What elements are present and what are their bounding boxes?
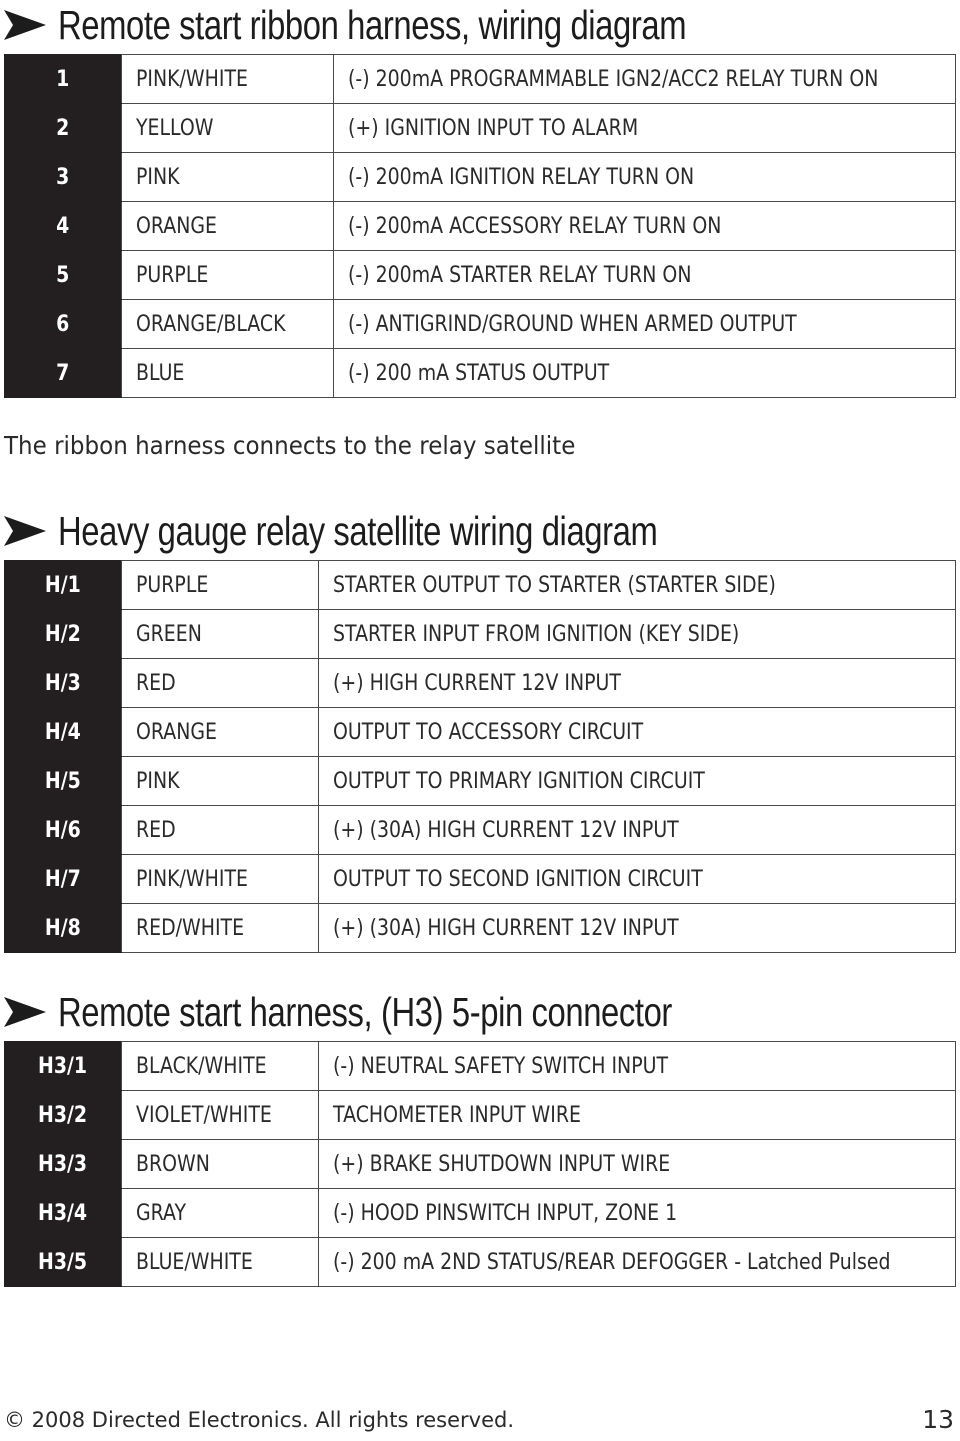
table-row	[5, 153, 956, 202]
wire-color-label: ORANGE/BLACK	[136, 311, 286, 337]
ribbon-harness-table	[4, 54, 956, 398]
pin-number-label: 3	[56, 164, 70, 190]
ribbon-harness-note: The ribbon harness connects to the relay satellite	[4, 431, 576, 460]
function-label: (-) 200 mA 2ND STATUS/REAR DEFOGGER - Latched Pulsed	[333, 1249, 891, 1275]
pin-number-label: H/8	[45, 915, 81, 941]
pin-number-cell	[5, 104, 122, 153]
function-cell	[319, 1042, 956, 1091]
pin-number-cell	[5, 708, 122, 757]
pin-number-label: H3/2	[38, 1102, 88, 1128]
section-heading-h3-connector	[4, 987, 825, 1037]
table-row	[5, 202, 956, 251]
wire-color-cell	[122, 1042, 319, 1091]
wire-color-cell	[122, 55, 334, 104]
wire-color-cell	[122, 855, 319, 904]
pin-number-cell	[5, 904, 122, 953]
function-label: (+) IGNITION INPUT TO ALARM	[348, 115, 639, 141]
pin-number-cell	[5, 1189, 122, 1238]
wire-color-cell	[122, 561, 319, 610]
pin-number-label: 1	[56, 66, 70, 92]
pin-number-label: H3/3	[38, 1151, 88, 1177]
pin-number-label: 2	[56, 115, 70, 141]
wire-color-cell	[122, 659, 319, 708]
function-label: (-) HOOD PINSWITCH INPUT, ZONE 1	[333, 1200, 678, 1226]
h3-connector-table	[4, 1041, 956, 1287]
wire-color-cell	[122, 202, 334, 251]
wire-color-cell	[122, 708, 319, 757]
pin-number-cell	[5, 610, 122, 659]
pin-number-label: H/1	[45, 572, 81, 598]
section-heading-relay-satellite	[4, 506, 807, 556]
function-label: OUTPUT TO PRIMARY IGNITION CIRCUIT	[333, 768, 705, 794]
function-cell	[334, 104, 956, 153]
relay-satellite-table	[4, 560, 956, 953]
arrow-bullet-icon	[4, 516, 46, 546]
table-row	[5, 757, 956, 806]
pin-number-label: H3/1	[38, 1053, 88, 1079]
wire-color-label: GREEN	[136, 621, 202, 647]
wire-color-cell	[122, 1140, 319, 1189]
wire-color-label: BLUE/WHITE	[136, 1249, 253, 1275]
wire-color-label: RED	[136, 817, 176, 843]
function-cell	[319, 1140, 956, 1189]
pin-number-cell	[5, 1042, 122, 1091]
pin-number-label: 4	[56, 213, 70, 239]
function-label: TACHOMETER INPUT WIRE	[333, 1102, 581, 1128]
pin-number-label: 5	[56, 262, 70, 288]
function-cell	[319, 1238, 956, 1287]
section-title: Remote start harness, (H3) 5-pin connector	[58, 988, 672, 1035]
table-row	[5, 104, 956, 153]
pin-number-label: H3/5	[38, 1249, 88, 1275]
function-label: (-) NEUTRAL SAFETY SWITCH INPUT	[333, 1053, 669, 1079]
wire-color-cell	[122, 104, 334, 153]
wire-color-cell	[122, 806, 319, 855]
table-row	[5, 55, 956, 104]
table-row	[5, 251, 956, 300]
table-row	[5, 1238, 956, 1287]
wire-color-label: ORANGE	[136, 719, 217, 745]
function-label: (+) HIGH CURRENT 12V INPUT	[333, 670, 621, 696]
arrow-bullet-icon	[4, 10, 46, 40]
function-cell	[319, 659, 956, 708]
wire-color-label: BROWN	[136, 1151, 210, 1177]
section-heading-ribbon-harness	[4, 0, 843, 50]
pin-number-cell	[5, 153, 122, 202]
function-label: (+) (30A) HIGH CURRENT 12V INPUT	[333, 817, 679, 843]
wire-color-cell	[122, 349, 334, 398]
wire-color-cell	[122, 904, 319, 953]
pin-number-label: H/4	[45, 719, 81, 745]
function-cell	[319, 1091, 956, 1140]
pin-number-label: H/2	[45, 621, 81, 647]
pin-number-cell	[5, 55, 122, 104]
pin-number-cell	[5, 1140, 122, 1189]
function-label: (-) ANTIGRIND/GROUND WHEN ARMED OUTPUT	[348, 311, 797, 337]
function-cell	[334, 153, 956, 202]
function-cell	[319, 561, 956, 610]
table-row	[5, 708, 956, 757]
pin-number-cell	[5, 300, 122, 349]
pin-number-label: 7	[56, 360, 70, 386]
pin-number-label: H/3	[45, 670, 81, 696]
pin-number-label: 6	[56, 311, 70, 337]
wire-color-label: PINK/WHITE	[136, 866, 248, 892]
pin-number-label: H3/4	[38, 1200, 88, 1226]
wire-color-label: ORANGE	[136, 213, 217, 239]
wire-color-label: PINK	[136, 768, 180, 794]
function-label: (-) 200mA IGNITION RELAY TURN ON	[348, 164, 695, 190]
wire-color-cell	[122, 1238, 319, 1287]
wire-color-label: PINK/WHITE	[136, 66, 248, 92]
section-title: Heavy gauge relay satellite wiring diagram	[58, 507, 658, 554]
pin-number-label: H/5	[45, 768, 81, 794]
section-title: Remote start ribbon harness, wiring diagram	[58, 1, 687, 48]
copyright-text: © 2008 Directed Electronics. All rights reserved.	[4, 1408, 515, 1432]
function-label: (-) 200mA ACCESSORY RELAY TURN ON	[348, 213, 722, 239]
arrow-bullet-icon	[4, 997, 46, 1027]
pin-number-cell	[5, 757, 122, 806]
wire-color-cell	[122, 300, 334, 349]
wire-color-label: RED/WHITE	[136, 915, 245, 941]
table-row	[5, 1091, 956, 1140]
pin-number-label: H/7	[45, 866, 81, 892]
pin-number-cell	[5, 1091, 122, 1140]
table-row	[5, 1189, 956, 1238]
table-row	[5, 659, 956, 708]
function-label: STARTER OUTPUT TO STARTER (STARTER SIDE)	[333, 572, 776, 598]
function-label: (+) BRAKE SHUTDOWN INPUT WIRE	[333, 1151, 671, 1177]
wire-color-cell	[122, 1091, 319, 1140]
function-cell	[334, 55, 956, 104]
function-cell	[319, 1189, 956, 1238]
pin-number-cell	[5, 806, 122, 855]
pin-number-cell	[5, 855, 122, 904]
table-row	[5, 561, 956, 610]
table-row	[5, 1140, 956, 1189]
function-cell	[319, 757, 956, 806]
function-label: (+) (30A) HIGH CURRENT 12V INPUT	[333, 915, 679, 941]
wire-color-label: RED	[136, 670, 176, 696]
table-row	[5, 610, 956, 659]
wire-color-cell	[122, 153, 334, 202]
wire-color-label: VIOLET/WHITE	[136, 1102, 272, 1128]
pin-number-cell	[5, 349, 122, 398]
wire-color-cell	[122, 251, 334, 300]
function-cell	[319, 610, 956, 659]
pin-number-cell	[5, 561, 122, 610]
function-label: (-) 200 mA STATUS OUTPUT	[348, 360, 610, 386]
function-cell	[319, 904, 956, 953]
wire-color-label: YELLOW	[136, 115, 214, 141]
pin-number-cell	[5, 659, 122, 708]
function-cell	[334, 251, 956, 300]
function-cell	[319, 806, 956, 855]
wire-color-cell	[122, 757, 319, 806]
wire-color-label: PINK	[136, 164, 180, 190]
function-cell	[319, 855, 956, 904]
function-cell	[334, 349, 956, 398]
pin-number-cell	[5, 1238, 122, 1287]
table-row	[5, 904, 956, 953]
wire-color-label: BLACK/WHITE	[136, 1053, 267, 1079]
function-label: (-) 200mA STARTER RELAY TURN ON	[348, 262, 692, 288]
wire-color-cell	[122, 610, 319, 659]
pin-number-label: H/6	[45, 817, 81, 843]
wire-color-label: GRAY	[136, 1200, 187, 1226]
function-label: STARTER INPUT FROM IGNITION (KEY SIDE)	[333, 621, 740, 647]
function-label: OUTPUT TO ACCESSORY CIRCUIT	[333, 719, 644, 745]
wire-color-label: BLUE	[136, 360, 185, 386]
function-cell	[334, 300, 956, 349]
pin-number-cell	[5, 202, 122, 251]
wire-color-label: PURPLE	[136, 572, 209, 598]
table-row	[5, 855, 956, 904]
function-label: OUTPUT TO SECOND IGNITION CIRCUIT	[333, 866, 703, 892]
function-cell	[334, 202, 956, 251]
table-row	[5, 806, 956, 855]
function-label: (-) 200mA PROGRAMMABLE IGN2/ACC2 RELAY TURN ON	[348, 66, 879, 92]
wire-color-label: PURPLE	[136, 262, 209, 288]
function-cell	[319, 708, 956, 757]
wire-color-cell	[122, 1189, 319, 1238]
page-number: 13	[922, 1405, 954, 1434]
table-row	[5, 300, 956, 349]
table-row	[5, 349, 956, 398]
table-row	[5, 1042, 956, 1091]
pin-number-cell	[5, 251, 122, 300]
